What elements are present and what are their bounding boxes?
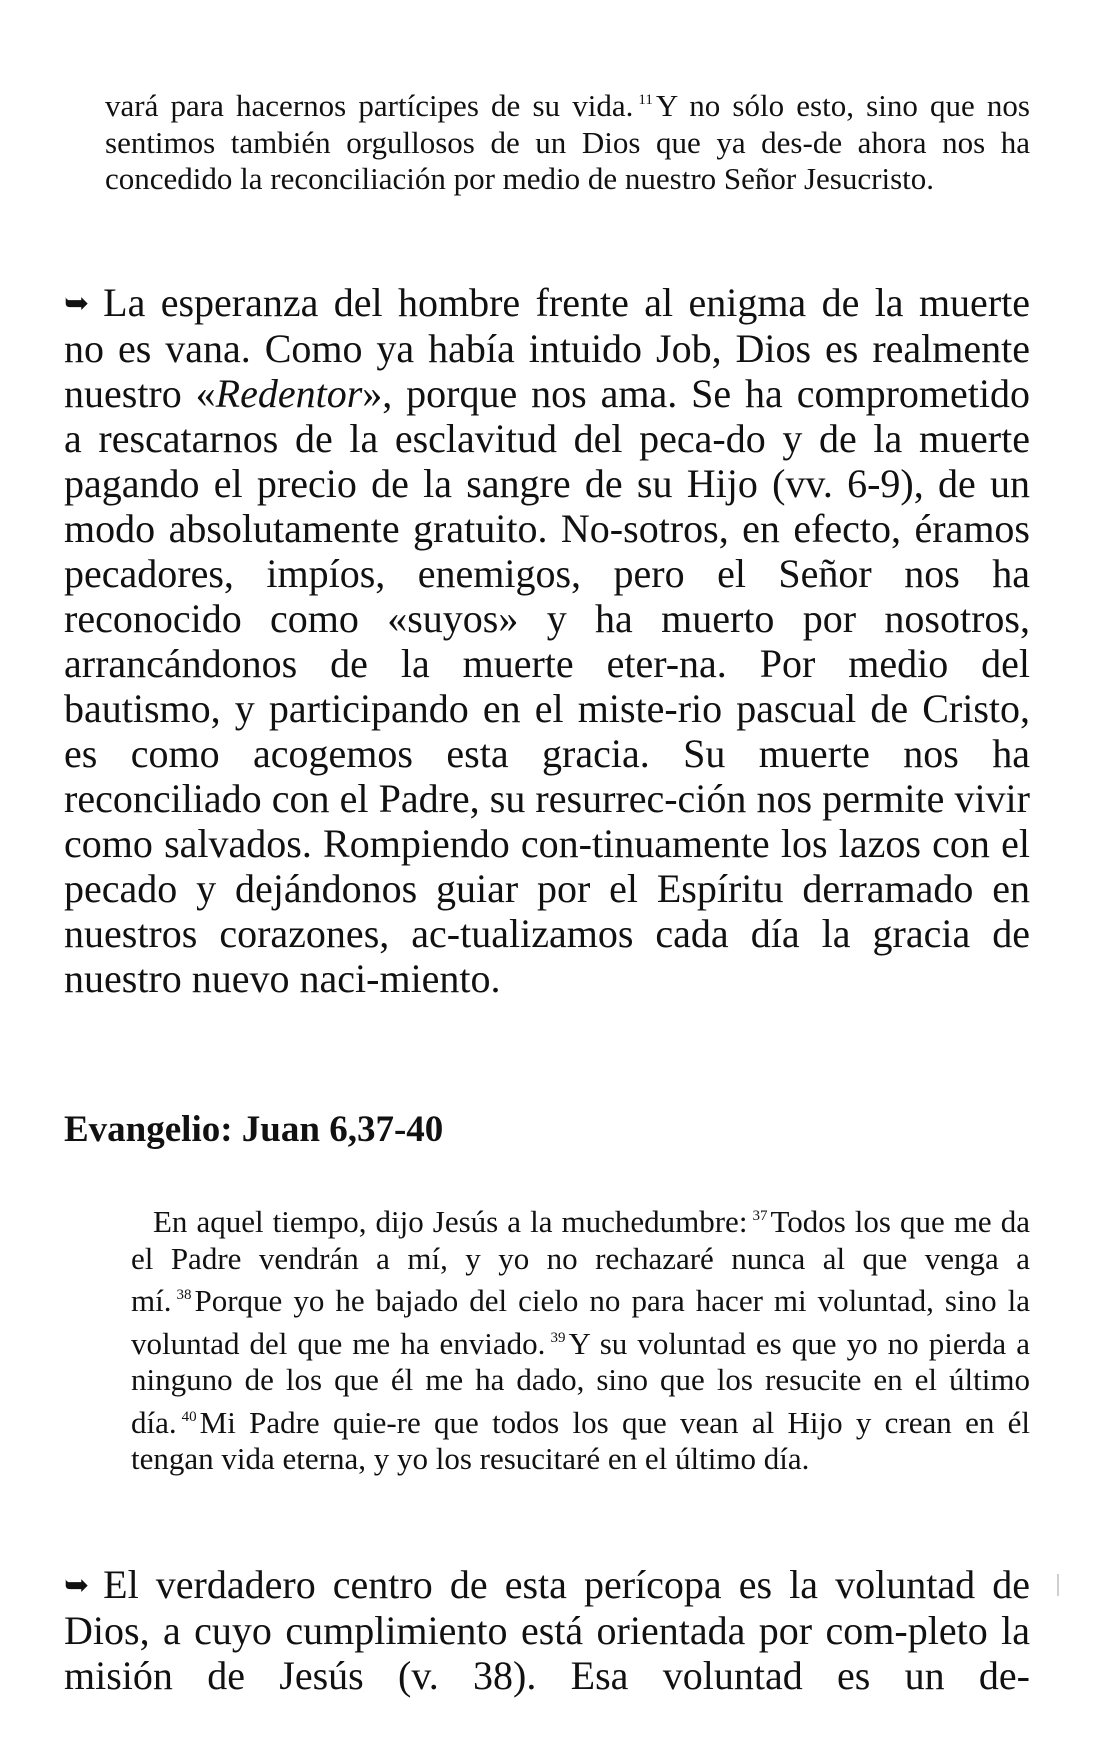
verse-number-39: 39 xyxy=(550,1329,566,1346)
gospel-reading-paragraph xyxy=(131,1198,1030,1478)
verse-number-38: 38 xyxy=(176,1287,192,1303)
verse-38-text: Porque yo he bajado del cielo no para hacer mi voluntad, sino la voluntad del que me ha enviado. xyxy=(131,1283,1030,1361)
opening-text-part1: vará para hacernos partícipes de su vida. xyxy=(105,88,634,123)
quote-close-mark: » xyxy=(362,371,383,416)
commentary-paragraph-1 xyxy=(64,280,1030,1001)
pointing-arrow-icon: ➥ xyxy=(64,287,90,320)
commentary-1-text-part1: La esperanza del hombre frente al enigma de la muerte no es vana. Como ya había intuido Job, Dios es realmente nuestro xyxy=(64,280,1030,416)
commentary-1-text-part2: , porque nos ama. Se ha comprometido a rescatarnos de la esclavitud del peca-do y de la muerte pagando el precio de la sangre de su Hijo (vv. 6-9), de un modo absolutamente gratuito. No-sotros, en efecto, éramos pecadores, impíos, enemigos, pero el Señor nos ha reconocido como «suyos» y ha muerto por nosotros, arrancándonos de la muerte eter-na. Por medio del bautismo, y participando en el miste-rio pascual de Cristo, es como acogemos esta gracia. Su muerte nos ha reconciliado con el Padre, su resurrec-ción nos permite vivir como salvados. Rompiendo con-tinuamente los lazos con el pecado y dejándonos guiar por el Espíritu derramado en nuestros corazones, ac-tualizamos cada día la gracia de nuestro nuevo naci-miento. xyxy=(64,371,1030,1001)
verse-37-text: Todos los que me da el Padre vendrán a mí, y yo no rechazaré nunca al que venga a mí. xyxy=(131,1204,1030,1318)
redentor-emphasis: Redentor xyxy=(215,371,363,416)
gospel-heading: Evangelio: Juan 6,37-40 xyxy=(64,1109,444,1150)
quote-open-mark: « xyxy=(195,371,216,416)
commentary-2-text: El verdadero centro de esta perícopa es la voluntad de Dios, a cuyo cumplimiento está orientada por com-pleto la misión de Jesús (v. 38). Esa voluntad es un de- xyxy=(64,1562,1030,1698)
opening-text-part2: Y no sólo esto, sino que nos sentimos también orgullosos de un Dios que ya des-de ahora nos ha concedido la reconciliación por medio de nuestro Señor Jesucristo. xyxy=(105,88,1030,196)
opening-scripture-paragraph xyxy=(105,82,1030,198)
verse-number-37: 37 xyxy=(752,1208,768,1224)
pointing-arrow-icon: ➥ xyxy=(64,1569,90,1602)
commentary-paragraph-2 xyxy=(64,1562,1030,1698)
verse-number-40: 40 xyxy=(181,1408,197,1425)
gospel-intro: En aquel tiempo, dijo Jesús a la muchedumbre: xyxy=(153,1204,748,1239)
verse-number-11: 11 xyxy=(638,92,653,108)
verse-39-text: Y su voluntad es que yo no pierda a ninguno de los que él me ha dado, sino que los resucite en el último día. xyxy=(131,1325,1030,1440)
verse-40-text: Mi Padre quie-re que todos los que vean al Hijo y crean en él tengan vida eterna, y yo los resucitaré en el último día. xyxy=(131,1404,1030,1476)
scan-margin-mark xyxy=(1057,1574,1059,1596)
